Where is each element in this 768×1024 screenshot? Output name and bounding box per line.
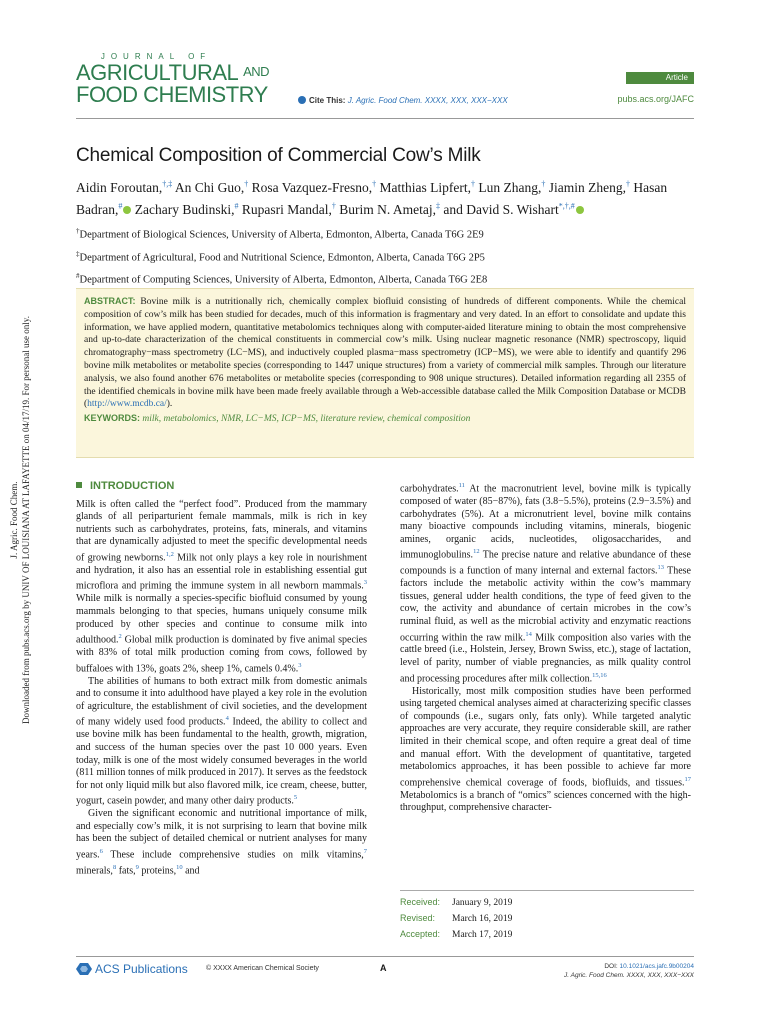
citation-ref[interactable]: 5 — [293, 794, 298, 802]
author-name: Lun Zhang, — [478, 179, 542, 195]
keywords-text: milk, metabolomics, NMR, LC−MS, ICP−MS, literature review, chemical composition — [142, 414, 471, 425]
author-name: Burim N. Ametaj, — [339, 202, 436, 217]
text-run: Historically, most milk composition studies have been performed using targeted chemical analyses aimed at characterizing specific classes of compounds (i.e., sugars only, fats only). While targeted analytic approaches are very accurate, they require considerable skill, are rather limited in their chemical scope, and often require a great deal of time and manual effort. With the development of quantitative, targeted metabolomics approaches, it has been possible to achieve far more comprehensive chemical coverage of foods, biofluids, and tissues. — [400, 685, 691, 789]
paragraph — [400, 686, 691, 815]
cite-label: Cite This: — [309, 96, 346, 105]
text-run: Milk composition also varies with the cattle breed (i.e., Holstein, Jersey, Brown Swiss, etc.), stage of lactation, level of parity, number of viable pregnancies, as milk quality control and processing procedures after milk collection. — [400, 631, 692, 684]
citation-ref[interactable]: 6 — [99, 848, 103, 855]
text-run: The abilities of humans to both extract milk from domestic animals and to consume it into adulthood have played a key role in the evolution of agriculture, the establishment of civil societies, and the development of many widely used food products. — [76, 675, 367, 728]
journal-logo — [76, 52, 276, 106]
affiliation-text: Department of Biological Sciences, University of Alberta, Edmonton, Alberta, Canada T6G 2E9 — [79, 229, 484, 241]
author-affiliation-mark: † — [244, 179, 249, 188]
author-affiliation-mark: † — [541, 179, 546, 188]
affiliation-mark: # — [76, 272, 80, 280]
text-run: carbohydrates. — [400, 483, 459, 495]
abstract-box — [76, 288, 694, 458]
copyright: © XXXX American Chemical Society — [206, 965, 319, 972]
text-run: proteins, — [138, 865, 177, 877]
text-run: While milk is normally a species-specific biofluid consumed by young mammals belonging to that species, humans uniquely consume milk produced by other species and continue to consume milk into adulthood. — [76, 593, 367, 646]
author-affiliation-mark: † — [626, 179, 630, 188]
author-name: Zachary Budinski, — [134, 202, 235, 217]
text-run: fats, — [116, 865, 136, 877]
author — [443, 202, 583, 217]
abstract-text-end: ). — [166, 399, 173, 410]
author-affiliation-mark: # — [118, 201, 123, 211]
section-heading-text: INTRODUCTION — [90, 480, 175, 492]
author-name: Rupasri Mandal, — [241, 202, 332, 217]
author-name: An Chi Guo, — [174, 179, 245, 195]
citation-ref[interactable]: 8 — [112, 863, 117, 871]
citation-ref[interactable]: 15,16 — [592, 671, 607, 679]
abstract-text: Bovine milk is a nutritionally rich, chemically complex biofluid consisting of hundreds of different components. While the chemical composition of cow’s milk has been studied for decades, much of this information is fragmentary and very dated. In an effort to consolidate and update this information, we have applied modern, quantitative metabolomics techniques along with computer-aided literature mining to obtain the most comprehensive and up-to-date characterization of the chemical constituents in commercial cow’s milk. Using nuclear magnetic resonance (NMR) spectroscopy, liquid chromatography−mass spectrometry (LC−MS), and inductively coupled plasma−mass spectrometry (ICP−MS), we were able to identify and quantify 296 bovine milk metabolites or metabolite species (corresponding to 1447 unique structures) from a variety of commercial milk samples. Through our literature analysis, we also found another 676 metabolites or metabolite species (corresponding to 908 unique structures). Detailed information regarding all 2355 of the identified chemicals in bovine milk have been made freely available through a Web-accessible database called the Milk Composition Database or MCDB ( — [84, 297, 687, 410]
author — [252, 180, 376, 195]
section-square-icon — [76, 482, 82, 488]
date-value: March 17, 2019 — [452, 930, 513, 940]
abstract-body — [84, 295, 686, 411]
citation-ref[interactable]: 4 — [225, 715, 229, 723]
text-run: Indeed, the ability to collect and use bovine milk has been fundamental to the health, growth, migration, and success of the human species over the past 10 000 years. Even today, milk is one of the most widely consumed beverages in the world (811 million tonnes of milk produced in 2017). It serves as the feedstock for not only liquid milk but also flavored milk, ice cream, cheese, butter, yogurt, casein powder, and many other dairy products. — [76, 716, 367, 807]
acs-hexagon-icon — [76, 963, 92, 975]
body-column-right — [400, 480, 691, 815]
author-affiliation-mark: † — [471, 179, 475, 188]
cite-reference: J. Agric. Food Chem. XXXX, XXX, XXX−XXX — [347, 96, 508, 105]
author-affiliation-mark: ‡ — [435, 201, 440, 211]
footer-divider — [76, 956, 694, 957]
citation-ref[interactable]: 7 — [363, 848, 367, 855]
author-affiliation-mark: †,‡ — [162, 179, 173, 188]
affiliation — [76, 245, 696, 268]
text-run: Milk not only plays a key role in nourishment and hydration, it also has an essential role in establishing essential gut microflora and priming the immune system in all newborn mammals. — [76, 552, 367, 592]
journal-logo-and: AND — [243, 64, 270, 79]
text-run: minerals, — [76, 865, 113, 877]
journal-url[interactable]: pubs.acs.org/JAFC — [617, 94, 694, 104]
journal-logo-line2: FOOD CHEMISTRY — [76, 82, 268, 107]
citation-ref[interactable]: 3 — [363, 579, 367, 587]
article-title: Chemical Composition of Commercial Cow’s Milk — [76, 145, 481, 166]
cite-icon — [298, 96, 306, 104]
affiliation-text: Department of Agricultural, Food and Nutritional Science, Edmonton, Alberta, Canada T6G 2P5 — [79, 252, 485, 263]
author-affiliation-mark: # — [234, 201, 239, 211]
text-run: Global milk production is dominated by five animal species with 83% of total milk production coming from cows, followed by buffaloes with 13%, goats 2%, sheep 1%, camels 0.4%. — [76, 634, 367, 675]
journal-logo-top: JOURNAL OF — [100, 52, 212, 61]
keywords-label: KEYWORDS: — [84, 413, 140, 424]
citation-ref[interactable]: 12 — [473, 548, 480, 556]
author-name: and David S. Wishart — [443, 202, 559, 217]
download-notice — [4, 260, 36, 780]
doi-line — [520, 962, 694, 971]
affiliations — [76, 222, 696, 290]
acs-publications-logo[interactable] — [76, 962, 188, 976]
date-row — [400, 911, 694, 927]
citation-ref[interactable]: 2 — [118, 633, 122, 641]
body-column-left — [76, 480, 367, 878]
text-run: At the macronutrient level, bovine milk is typically composed of water (85−87%), fats (3.8−5.5%), proteins (2.9−3.5%) and carbohydrates (5%). At a micronutrient level, bovine milk contains many bioactive compounds including vitamins, minerals, biogenic amines, organic acids, nucleotides, oligosaccharides, and immunoglobulins. — [400, 483, 691, 561]
page-number: A — [380, 963, 387, 973]
citation-ref[interactable]: 11 — [458, 482, 465, 489]
text-run: Metabolomics is a branch of “omics” sciences concerned with the high-throughput, comprehensive character- — [400, 789, 691, 814]
text-run: These include comprehensive studies on milk vitamins, — [102, 849, 364, 861]
article-type-badge: Article — [626, 72, 694, 84]
author — [339, 202, 440, 217]
text-run: The precise nature and relative abundance of these compounds is a function of many internal and external factors. — [400, 549, 691, 577]
author — [175, 180, 248, 195]
orcid-icon — [123, 206, 131, 214]
affiliation-mark: † — [76, 227, 80, 235]
author — [76, 180, 172, 195]
author-affiliation-mark: † — [331, 201, 336, 211]
author-name: Aidin Foroutan, — [76, 179, 163, 195]
header-divider — [76, 118, 694, 119]
paragraph — [76, 499, 367, 676]
author-list — [76, 174, 696, 219]
date-label: Revised: — [400, 913, 436, 923]
author-affiliation-mark: † — [372, 179, 377, 188]
paragraph — [76, 808, 367, 878]
citation-ref[interactable]: 9 — [135, 863, 139, 871]
citation-ref[interactable]: 17 — [684, 775, 691, 783]
author-name: Jiamin Zheng, — [548, 179, 626, 195]
text-run: and — [182, 865, 200, 877]
cite-this[interactable] — [298, 96, 508, 105]
author — [135, 202, 239, 217]
date-row — [400, 895, 694, 911]
paragraph — [400, 480, 691, 686]
author — [549, 180, 630, 195]
text-run: Given the significant economic and nutritional importance of milk, and especially cow’s milk, it is not surprising to learn that bovine milk has been the subject of detailed chemical or nutrient analyses for many years. — [76, 808, 367, 861]
citation-ref[interactable]: 10 — [176, 863, 183, 871]
abstract-label: ABSTRACT: — [84, 296, 136, 306]
citation-ref[interactable]: 1,2 — [165, 550, 174, 558]
orcid-icon — [576, 206, 584, 214]
doi-block — [520, 962, 694, 980]
author-name: Rosa Vazquez-Fresno, — [251, 179, 373, 195]
journal-logo-agricultural: AGRICULTURAL — [76, 60, 238, 85]
journal-logo-line1 — [76, 61, 276, 84]
author — [380, 180, 475, 195]
author-name: Matthias Lipfert, — [379, 179, 471, 195]
text-run: Milk is often called the “perfect food”. Produced from the mammary glands of all periparturient female mammals, milk is rich in key nutrients such as carbohydrates, proteins, fats, minerals, and vitamins that are dynamically adjusted to meet the specific developmental needs of growing newborns. — [76, 498, 367, 564]
author-affiliation-mark: *,†,# — [558, 201, 575, 211]
download-notice-journal: J. Agric. Food Chem. — [9, 481, 19, 559]
date-row — [400, 927, 694, 943]
citation-ref[interactable]: 14 — [525, 630, 532, 638]
affiliation-text: Department of Computing Sciences, University of Alberta, Edmonton, Alberta, Canada T6G 2E8 — [79, 274, 488, 286]
mcdb-link[interactable]: http://www.mcdb.ca/ — [87, 399, 167, 410]
footer-citation: J. Agric. Food Chem. XXXX, XXX, XXX−XXX — [564, 972, 694, 979]
author — [242, 202, 336, 217]
doi-label: DOI: — [604, 963, 618, 970]
date-value: January 9, 2019 — [452, 898, 513, 908]
date-label: Accepted: — [400, 929, 441, 939]
affiliation-mark: ‡ — [76, 249, 80, 258]
citation-ref[interactable]: 13 — [657, 564, 665, 572]
section-heading — [76, 480, 367, 493]
article-dates — [400, 890, 694, 943]
affiliation — [76, 267, 696, 290]
citation-ref[interactable]: 3 — [298, 661, 302, 669]
text-run: These factors include the metabolic activity within the cow’s mammary tissues, general udder health conditions, the type of feed given to the cow, the activity and abundance of certain microbes in the cow’s ruminal fluid, as well as the microbial activity and enzymatic reactions occurring within the raw milk. — [400, 565, 691, 643]
paragraph — [76, 676, 367, 809]
keywords — [84, 412, 686, 426]
date-value: March 16, 2019 — [452, 914, 513, 924]
doi-link[interactable]: 10.1021/acs.jafc.9b00204 — [619, 963, 694, 970]
date-label: Received: — [400, 897, 441, 907]
acs-publications-text: ACS Publications — [95, 962, 188, 976]
download-notice-text: Downloaded from pubs.acs.org by UNIV OF LOUISIANA AT LAFAYETTE on 04/17/19. For personal use only. — [21, 316, 31, 724]
author-name: Hasan Badran, — [76, 179, 668, 217]
author — [478, 180, 545, 195]
affiliation — [76, 222, 696, 245]
